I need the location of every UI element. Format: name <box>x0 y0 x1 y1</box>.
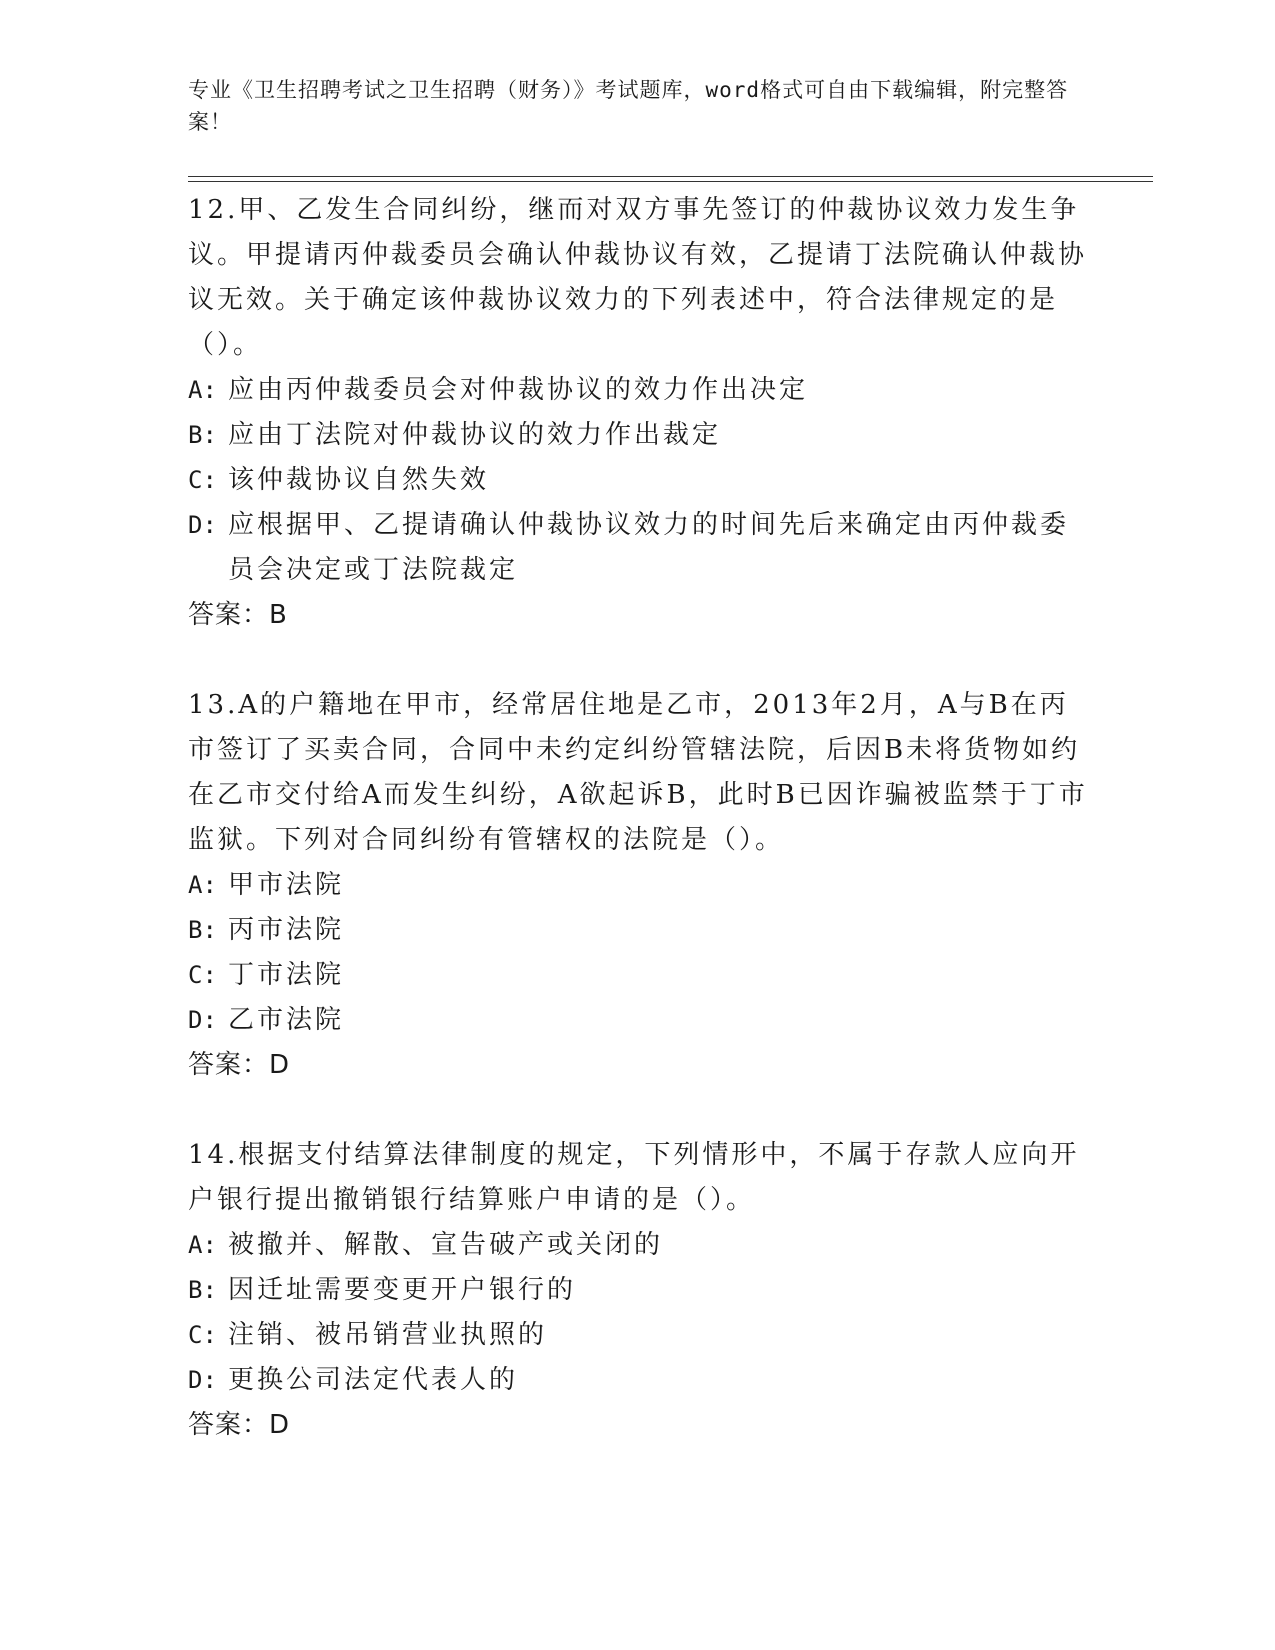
question-14 <box>188 1133 1088 1448</box>
option-text: 被撤并、解散、宣告破产或关闭的 <box>228 1230 664 1260</box>
option-d <box>188 503 1088 593</box>
option-letter: B: <box>188 421 217 449</box>
question-13 <box>188 683 1088 1088</box>
option-a <box>188 863 1088 908</box>
option-text: 甲市法院 <box>228 870 345 900</box>
option-c <box>188 953 1088 998</box>
option-text: 应由丁法院对仲裁协议的效力作出裁定 <box>228 420 722 450</box>
option-letter: C: <box>188 466 217 494</box>
question-12 <box>188 188 1088 638</box>
option-d <box>188 998 1088 1043</box>
option-letter: B: <box>188 1276 217 1304</box>
option-text: 乙市法院 <box>228 1005 345 1035</box>
option-a <box>188 368 1088 413</box>
option-letter: A: <box>188 871 217 899</box>
question-stem: 12.甲、乙发生合同纠纷，继而对双方事先签订的仲裁协议效力发生争议。甲提请丙仲裁委员会确认仲裁协议有效，乙提请丁法院确认仲裁协议无效。关于确定该仲裁协议效力的下列表述中，符合法律规定的是（）。 <box>188 195 1088 360</box>
option-letter: A: <box>188 1231 217 1259</box>
option-letter: D: <box>188 1366 217 1394</box>
option-a <box>188 1223 1088 1268</box>
option-text: 应根据甲、乙提请确认仲裁协议效力的时间先后来确定由丙仲裁委员会决定或丁法院裁定 <box>228 510 1070 585</box>
option-letter: A: <box>188 376 217 404</box>
option-c <box>188 1313 1088 1358</box>
option-letter: D: <box>188 511 217 539</box>
option-b <box>188 1268 1088 1313</box>
option-b <box>188 908 1088 953</box>
header-divider-top <box>188 176 1153 177</box>
header-divider-bottom <box>188 181 1153 182</box>
document-header: 专业《卫生招聘考试之卫生招聘（财务）》考试题库，word格式可自由下载编辑，附完整答案！ <box>188 78 1069 134</box>
option-letter: D: <box>188 1006 217 1034</box>
question-stem: 14.根据支付结算法律制度的规定，下列情形中，不属于存款人应向开户银行提出撤销银行结算账户申请的是（）。 <box>188 1140 1080 1215</box>
option-b <box>188 413 1088 458</box>
option-text: 因迁址需要变更开户银行的 <box>228 1275 577 1305</box>
option-letter: C: <box>188 961 217 989</box>
option-c <box>188 458 1088 503</box>
option-text: 丙市法院 <box>228 915 345 945</box>
option-text: 丁市法院 <box>228 960 345 990</box>
question-list <box>188 188 1088 1493</box>
option-letter: C: <box>188 1321 217 1349</box>
question-stem: 13.A的户籍地在甲市，经常居住地是乙市，2013年2月，A与B在丙市签订了买卖合同，合同中未约定纠纷管辖法院，后因B未将货物如约在乙市交付给A而发生纠纷，A欲起诉B，此时B已因诈骗被监禁于丁市监狱。下列对合同纠纷有管辖权的法院是（）。 <box>188 690 1088 855</box>
option-text: 应由丙仲裁委员会对仲裁协议的效力作出决定 <box>228 375 809 405</box>
answer-line: 答案：B <box>188 600 288 630</box>
option-letter: B: <box>188 916 217 944</box>
answer-line: 答案：D <box>188 1410 291 1440</box>
option-text: 更换公司法定代表人的 <box>228 1365 519 1395</box>
option-text: 该仲裁协议自然失效 <box>228 465 490 495</box>
option-text: 注销、被吊销营业执照的 <box>228 1320 548 1350</box>
option-d <box>188 1358 1088 1403</box>
answer-line: 答案：D <box>188 1050 291 1080</box>
